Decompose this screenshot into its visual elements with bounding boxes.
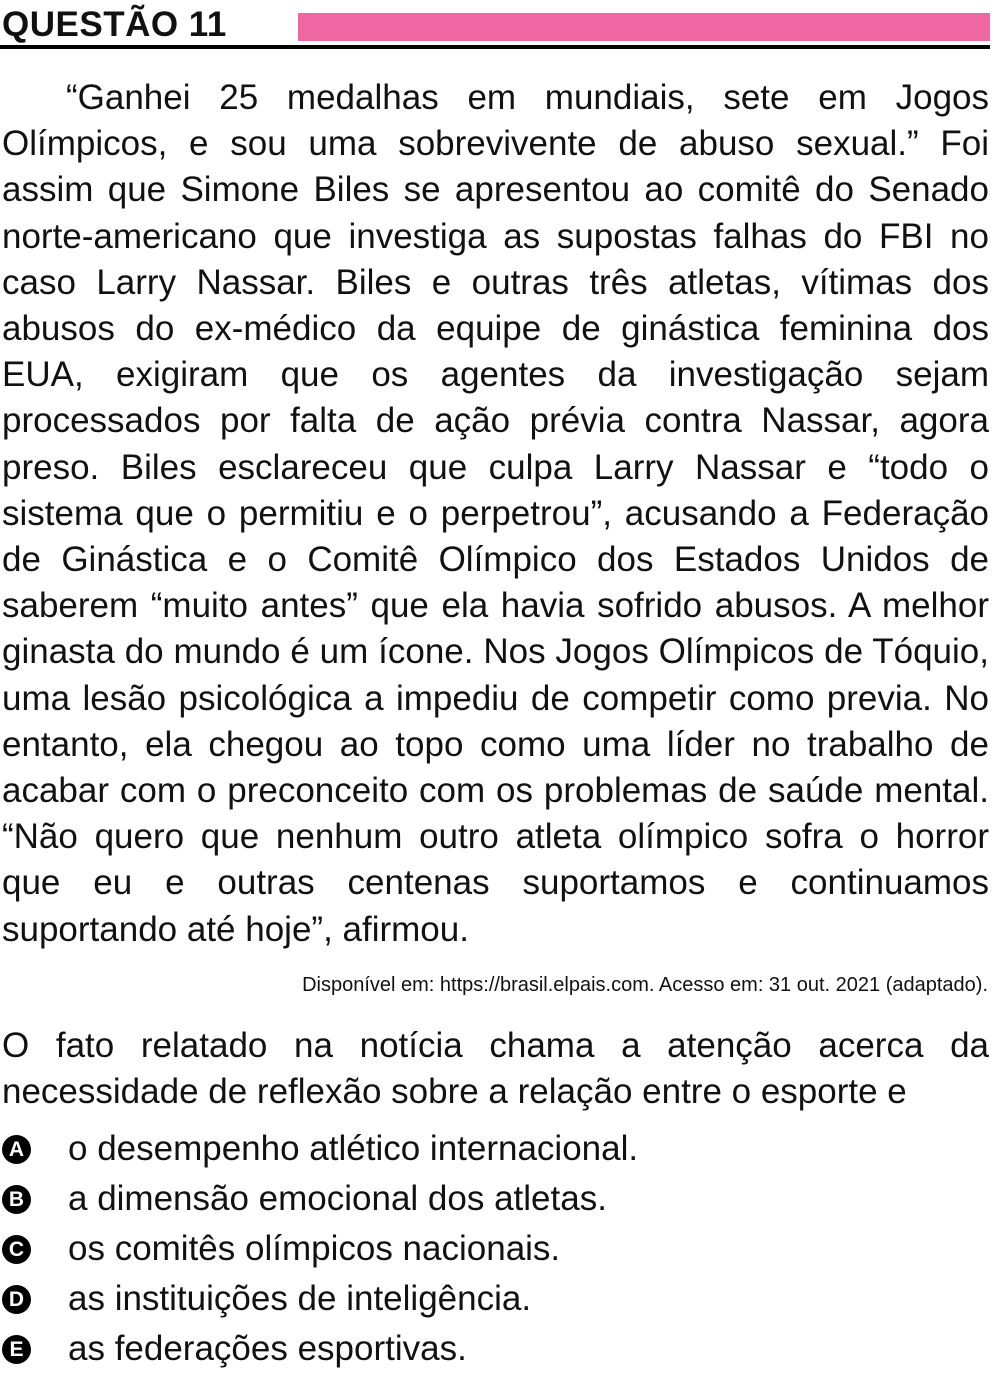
- option-e-text[interactable]: as federações esportivas.: [68, 1329, 467, 1368]
- article-paragraph: “Ganhei 25 medalhas em mundiais, sete em Jogos Olímpicos, e sou uma sobrevivente de abuso sexual.” Foi assim que Simone Biles se apresentou ao comitê do Senado norte-americano que investiga as supostas falhas do FBI no caso Larry Nassar. Biles e outras três atletas, vítimas dos abusos do ex-médico da equipe de ginástica feminina dos EUA, exigiram que os agentes da investigação sejam processados por falta de ação prévia contra Nassar, agora preso. Biles esclareceu que culpa Larry Nassar e “todo o sistema que o permitiu e o perpetrou”, acusando a Federação de Ginástica e o Comitê Olímpico dos Estados Unidos de saberem “muito antes” que ela havia sofrido abusos. A melhor ginasta do mundo é um ícone. Nos Jogos Olímpicos de Tóquio, uma lesão psicológica a impediu de competir como previa. No entanto, ela chegou ao topo como uma líder no trabalho de acabar com o preconceito com os problemas de saúde mental. “Não quero que nenhum outro atleta olímpico sofra o horror que eu e outras centenas suportamos e continuamos suportando até hoje”, afirmou.: [2, 78, 989, 949]
- option-a-text[interactable]: o desempenho atlético internacional.: [68, 1129, 639, 1168]
- question-title: QUESTÃO 11: [2, 5, 227, 44]
- option-b-letter-badge[interactable]: B: [2, 1185, 31, 1214]
- answer-options: [0, 1124, 990, 1374]
- option-d-letter-badge[interactable]: D: [2, 1285, 31, 1314]
- option-b[interactable]: [0, 1174, 990, 1224]
- source-citation: Disponível em: https://brasil.elpais.com. Acesso em: 31 out. 2021 (adaptado).: [302, 974, 988, 996]
- header-accent-bar: [298, 13, 990, 41]
- option-c-text[interactable]: os comitês olímpicos nacionais.: [68, 1229, 561, 1268]
- option-a[interactable]: [0, 1124, 990, 1174]
- question-header: [0, 0, 990, 50]
- option-c-letter-badge[interactable]: C: [2, 1235, 31, 1264]
- option-d-text[interactable]: as instituições de inteligência.: [68, 1279, 532, 1318]
- option-a-letter-badge[interactable]: A: [2, 1135, 31, 1164]
- option-b-text[interactable]: a dimensão emocional dos atletas.: [68, 1179, 607, 1218]
- option-e-letter-badge[interactable]: E: [2, 1335, 31, 1364]
- question-stem: O fato relatado na notícia chama a atenção acerca da necessidade de reflexão sobre a relação entre o esporte e: [2, 1026, 989, 1111]
- header-divider: [0, 45, 990, 49]
- option-d[interactable]: [0, 1274, 990, 1324]
- option-c[interactable]: [0, 1224, 990, 1274]
- option-e[interactable]: [0, 1324, 990, 1374]
